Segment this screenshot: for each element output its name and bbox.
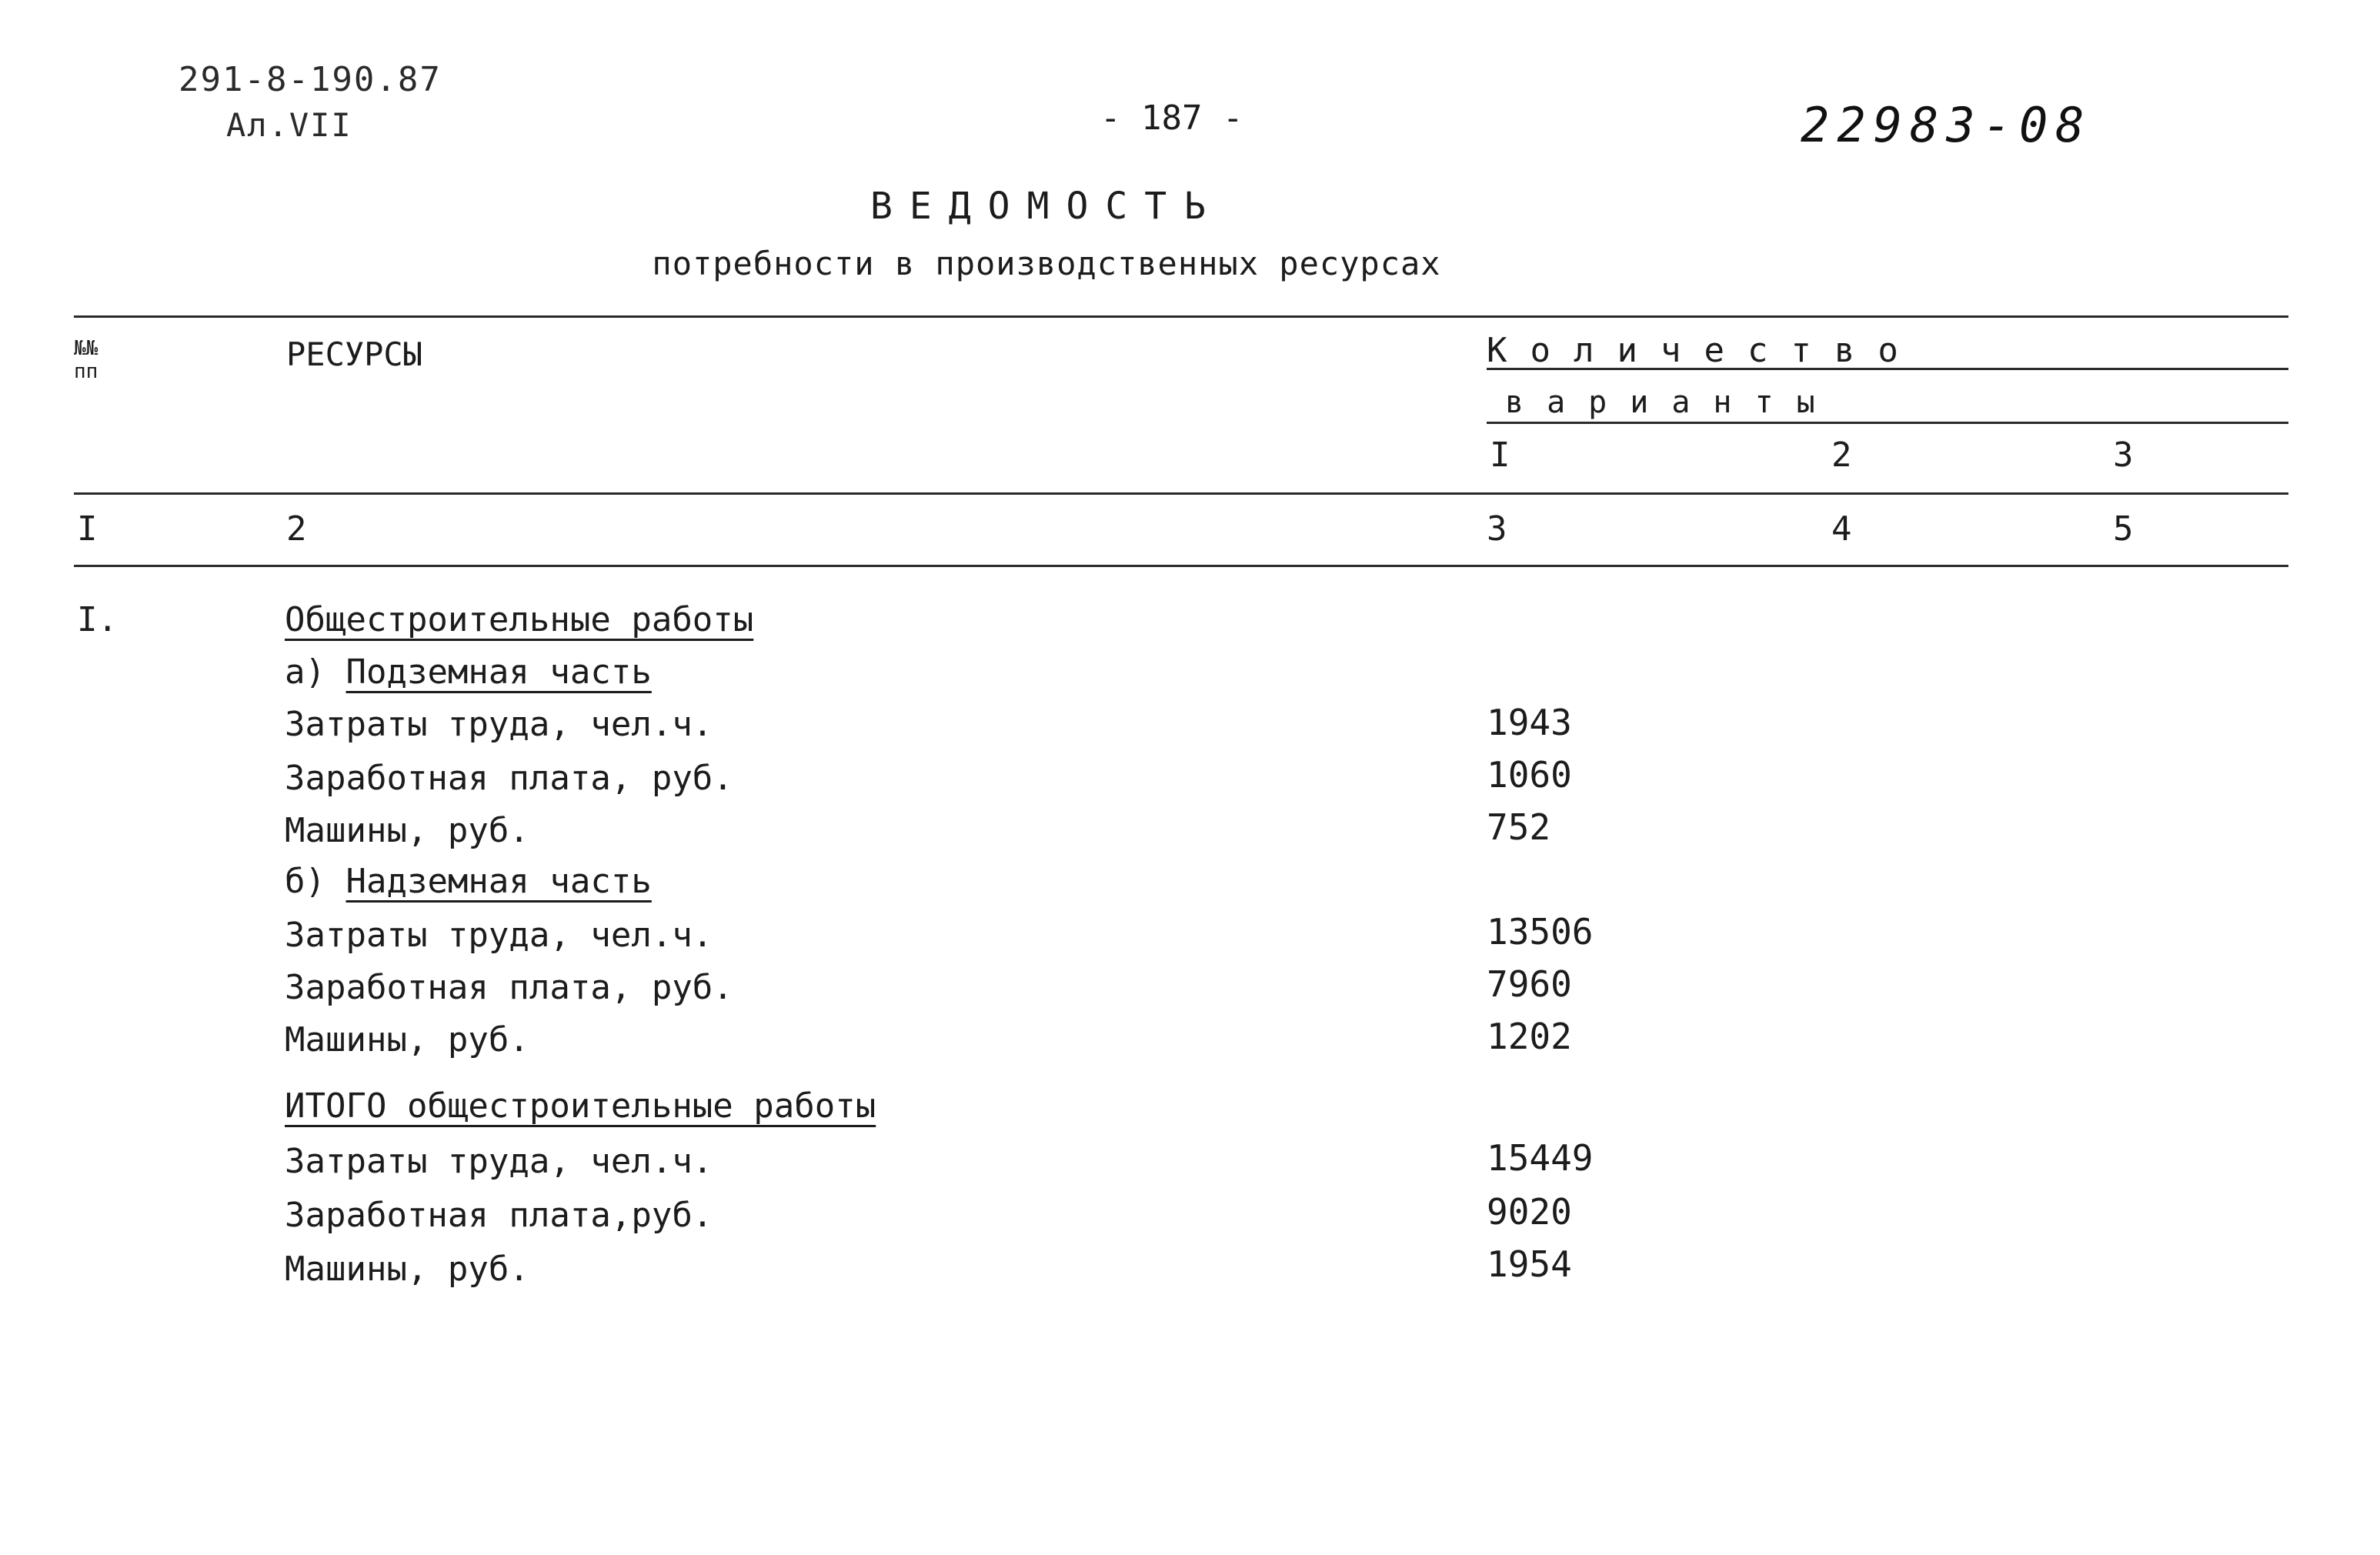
row-label: Заработная плата, руб. <box>285 759 733 798</box>
col-number-header: №№ пп <box>74 337 98 383</box>
row-value: 752 <box>1487 806 1551 848</box>
group-prefix: б) <box>285 862 325 901</box>
variants-header-rule <box>1487 422 2288 424</box>
row-value: 1943 <box>1487 702 1572 743</box>
total-title: ИТОГО общестроительные работы <box>285 1086 876 1126</box>
column-number-1: I <box>77 509 98 549</box>
section-title: Общестроительные работы <box>285 600 754 639</box>
row-label: Машины, руб. <box>285 1020 529 1059</box>
row-value: 15449 <box>1487 1137 1594 1179</box>
table-top-rule <box>74 315 2288 318</box>
series-code: 291-8-190.87 <box>179 60 442 99</box>
row-label: Машины, руб. <box>285 1250 529 1289</box>
group-title: Подземная часть <box>345 652 652 692</box>
row-label: Заработная плата, руб. <box>285 968 733 1007</box>
group-title-underground <box>285 652 652 692</box>
group-prefix: а) <box>285 652 325 692</box>
document-subtitle: потребности в производственных ресурсах <box>652 245 1441 282</box>
variant-3: 3 <box>2113 435 2134 475</box>
row-value: 7960 <box>1487 963 1572 1005</box>
column-number-2: 2 <box>286 509 307 549</box>
section-number: I. <box>77 600 118 639</box>
col-resources-header: РЕСУРСЫ <box>286 335 423 373</box>
album-number: Ал.VII <box>226 106 352 144</box>
row-value: 9020 <box>1487 1191 1572 1233</box>
row-value: 13506 <box>1487 911 1594 953</box>
page-number: - 187 - <box>1100 98 1243 138</box>
variant-1: I <box>1490 435 1510 475</box>
row-value: 1954 <box>1487 1243 1572 1285</box>
variants-header: варианты <box>1505 385 1838 420</box>
row-label: Затраты труда, чел.ч. <box>285 916 713 955</box>
row-label: Затраты труда, чел.ч. <box>285 1142 713 1181</box>
row-label: Машины, руб. <box>285 811 529 850</box>
row-value: 1060 <box>1487 754 1572 796</box>
column-number-5: 5 <box>2113 509 2134 549</box>
group-title: Надземная часть <box>345 862 652 901</box>
document-title: ВЕДОМОСТЬ <box>870 185 1223 228</box>
column-number-3: 3 <box>1487 509 1507 549</box>
group-title-aboveground <box>285 862 652 901</box>
row-value: 1202 <box>1487 1016 1572 1057</box>
header-bottom-rule <box>74 492 2288 495</box>
column-number-4: 4 <box>1831 509 1852 549</box>
variant-2: 2 <box>1831 435 1852 475</box>
row-label: Затраты труда, чел.ч. <box>285 705 713 744</box>
row-label: Заработная плата,руб. <box>285 1196 713 1235</box>
column-numbers-rule <box>74 565 2288 567</box>
document-number: 22983-08 <box>1801 97 2092 153</box>
quantity-header: Количество <box>1487 331 1921 370</box>
